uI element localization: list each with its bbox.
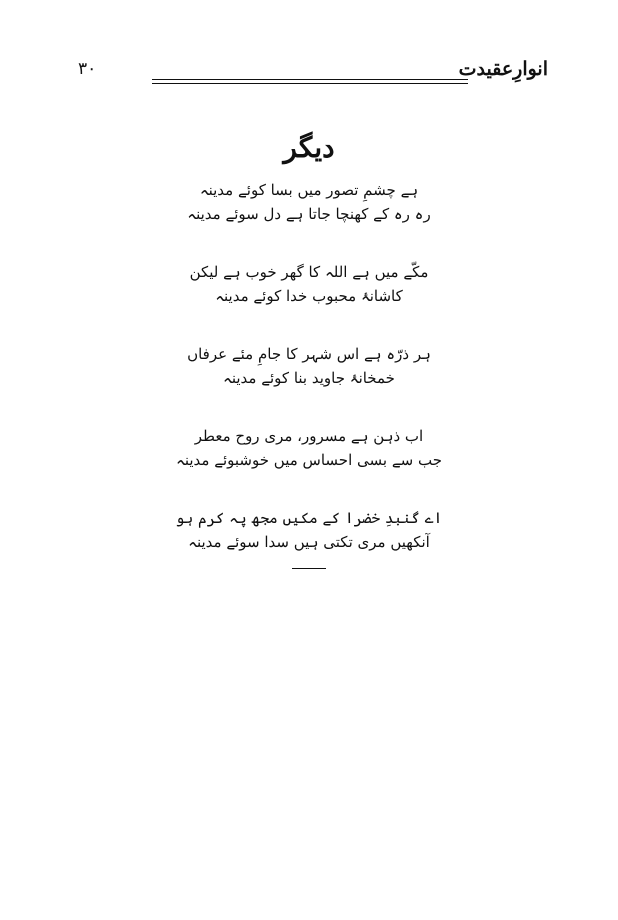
- header-rule-top: [152, 79, 468, 80]
- header-rule-bottom: [152, 83, 468, 84]
- verse-line: آنکھیں مری تکتی ہیں سدا سوئے مدینہ: [188, 533, 430, 551]
- verse-line: کاشانۂ محبوب خدا کوئے مدینہ: [215, 287, 403, 305]
- poem: [0, 128, 618, 569]
- verse-line: ہر ذرّہ ہے اس شہر کا جامِ مئے عرفاں: [187, 345, 431, 363]
- stanza-2: [154, 260, 464, 308]
- poem-title: دیگر: [283, 131, 335, 164]
- book-title: انوارِعقیدت: [458, 58, 548, 80]
- poem-stanzas: [154, 178, 464, 554]
- verse-line: اے گنبدِ خضرا کے مکیں مجھ پہ کرم ہو: [175, 509, 443, 527]
- verse-line: اب ذہن ہے مسرور، مری روح معطر: [194, 427, 424, 445]
- verse-line: ہے چشمِ تصور میں بسا کوئے مدینہ: [199, 181, 419, 199]
- verse-line: رہ رہ کے کھنچا جاتا ہے دل سوئے مدینہ: [187, 205, 431, 223]
- running-header: [70, 58, 548, 88]
- verse-line: مکّے میں ہے اللہ کا گھر خوب ہے لیکن: [189, 263, 429, 281]
- page-number: ۳۰: [78, 59, 97, 79]
- stanza-4: [154, 424, 464, 472]
- stanza-1: [154, 178, 464, 226]
- verse-line: جب سے بسی احساس میں خوشبوئے مدینہ: [176, 451, 442, 469]
- verse-line: خمخانۂ جاوید بنا کوئے مدینہ: [223, 369, 395, 387]
- stanza-3: [154, 342, 464, 390]
- poem-end-rule: [292, 568, 326, 569]
- stanza-5: [154, 506, 464, 554]
